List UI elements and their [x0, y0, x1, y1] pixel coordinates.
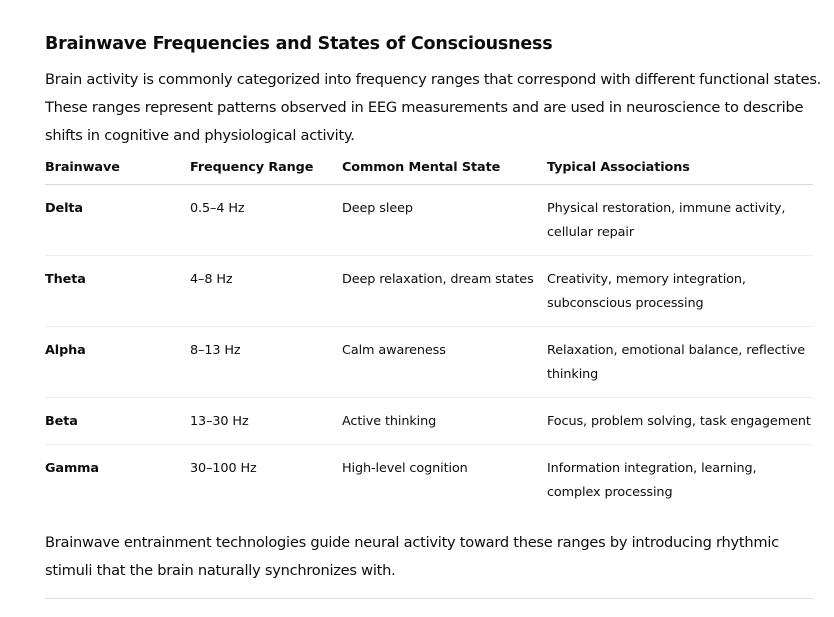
frequency-range: 4–8 Hz	[190, 256, 342, 327]
table-row	[45, 256, 813, 327]
mental-state: Deep relaxation, dream states	[342, 256, 547, 327]
intro-paragraph: Brain activity is commonly categorized into frequency ranges that correspond with different functional states. These ranges represent patterns observed in EEG measurements and are used in neuroscience to describe shifts in cognitive and physiological activity.	[45, 71, 822, 144]
mental-state: Calm awareness	[342, 327, 547, 398]
table-row	[45, 185, 813, 256]
frequency-range: 13–30 Hz	[190, 398, 342, 445]
brainwave-name: Gamma	[45, 461, 99, 476]
frequency-range: 30–100 Hz	[190, 461, 257, 476]
header-frequency-range: Frequency Range	[190, 154, 342, 185]
table-row	[45, 445, 813, 516]
brainwave-name: Theta	[45, 256, 190, 327]
section-divider	[45, 598, 813, 599]
associations: Relaxation, emotional balance, reflective thinking	[547, 327, 813, 398]
table-header-row	[45, 154, 813, 185]
outro-paragraph: Brainwave entrainment technologies guide neural activity toward these ranges by introducing rhythmic stimuli that the brain naturally synchronizes with.	[45, 534, 779, 579]
mental-state: Active thinking	[342, 398, 547, 445]
table-row	[45, 327, 813, 398]
table-row	[45, 398, 813, 445]
associations: Focus, problem solving, task engagement	[547, 398, 813, 445]
associations: Physical restoration, immune activity, cellular repair	[547, 185, 813, 256]
brainwave-name: Alpha	[45, 327, 190, 398]
associations: Information integration, learning, complex processing	[547, 461, 757, 500]
header-brainwave: Brainwave	[45, 154, 190, 185]
header-associations: Typical Associations	[547, 154, 813, 185]
brainwave-name: Beta	[45, 398, 190, 445]
mental-state: Deep sleep	[342, 185, 547, 256]
brainwave-name: Delta	[45, 185, 190, 256]
associations: Creativity, memory integration, subconscious processing	[547, 256, 813, 327]
frequency-range: 8–13 Hz	[190, 327, 342, 398]
header-mental-state: Common Mental State	[342, 154, 547, 185]
section-title: Brainwave Frequencies and States of Consciousness	[45, 34, 553, 54]
frequency-range: 0.5–4 Hz	[190, 185, 342, 256]
brainwave-table	[45, 154, 813, 515]
mental-state: High-level cognition	[342, 461, 468, 476]
